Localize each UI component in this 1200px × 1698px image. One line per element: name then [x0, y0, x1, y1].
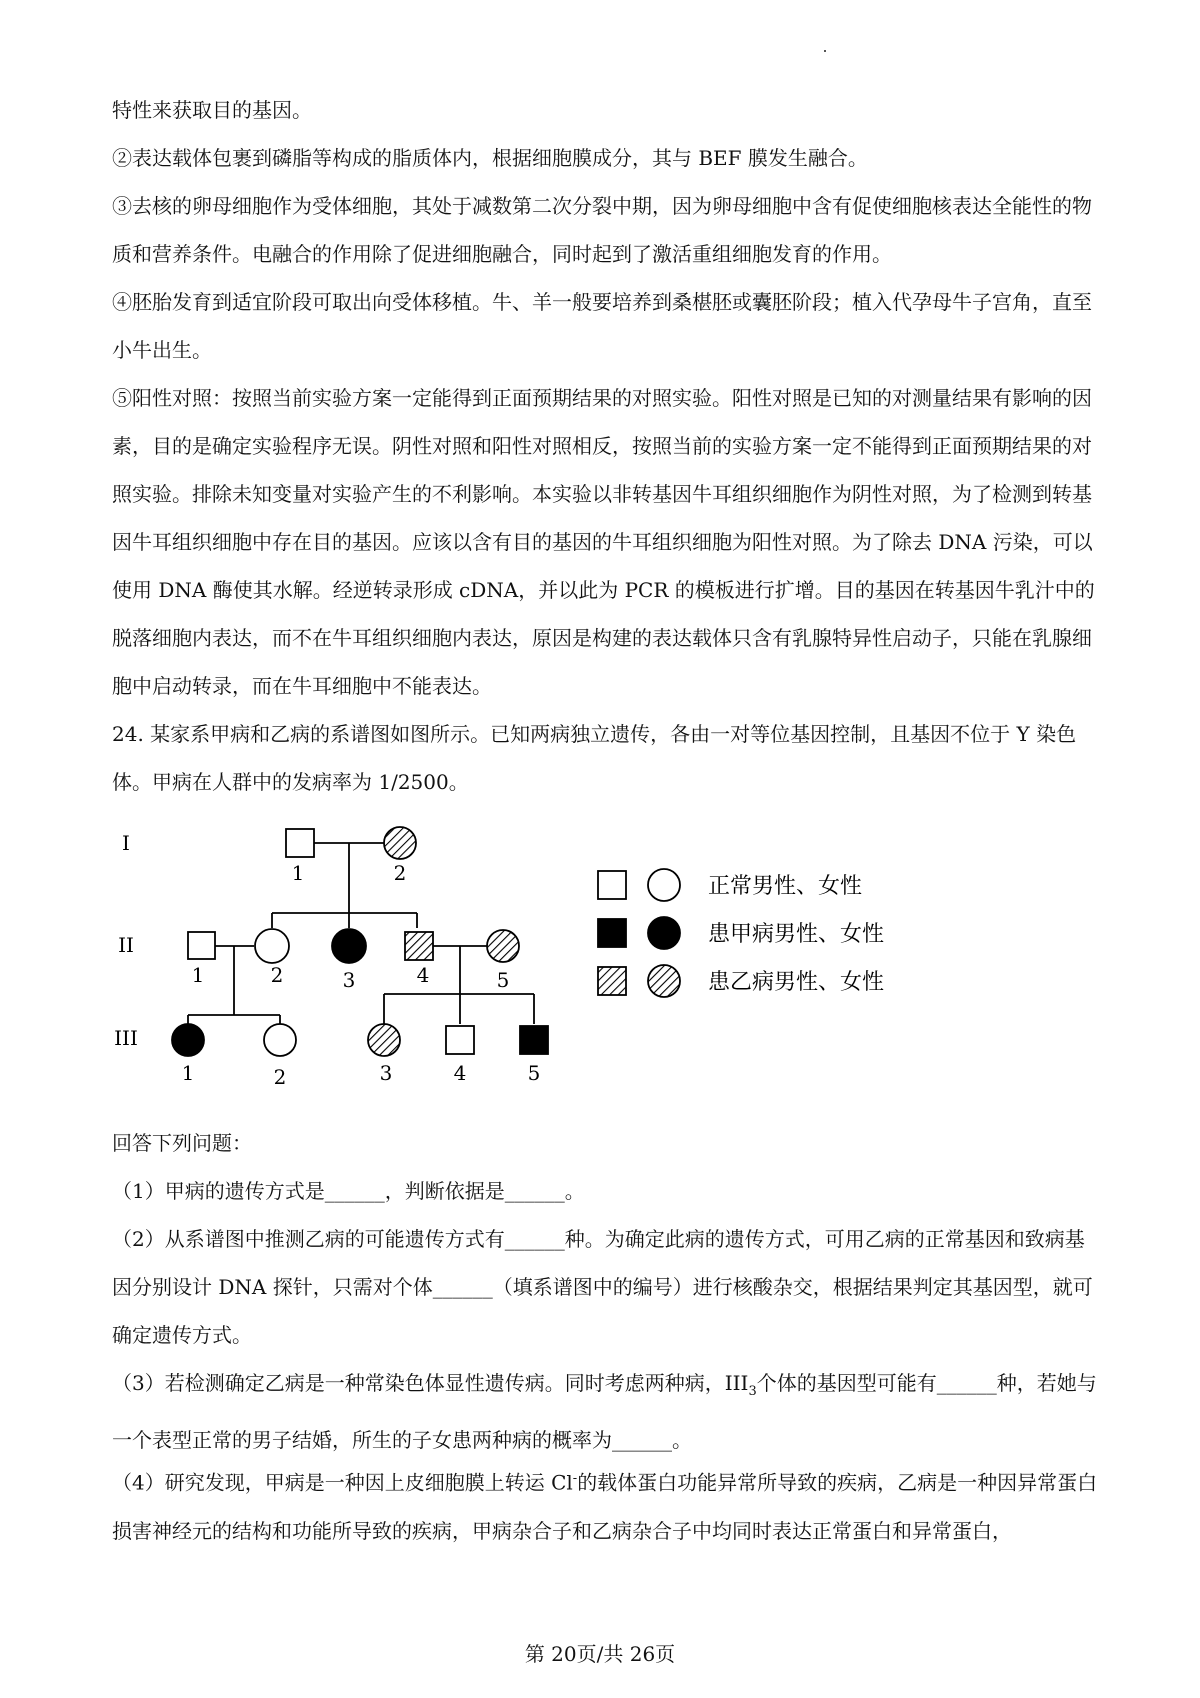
legend-normal-female-symbol — [648, 869, 680, 901]
individual-III-3-disease-B-female — [368, 1024, 400, 1056]
legend-disease-A-male-symbol — [598, 919, 626, 947]
individual-III-2-normal-female — [264, 1024, 296, 1056]
generation-label-III: III — [114, 1026, 138, 1050]
individual-III-4-normal-male — [446, 1026, 474, 1054]
scan-dot — [824, 50, 826, 52]
individual-II-3-disease-A-female — [332, 929, 366, 963]
pedigree-chart — [0, 820, 1200, 1110]
question-3-text-a: （3）若检测确定乙病是一种常染色体显性遗传病。同时考虑两种病，III — [112, 1371, 749, 1395]
number-I-1: 1 — [291, 861, 305, 885]
paragraph-1: 特性来获取目的基因。 — [112, 98, 312, 122]
number-II-5: 5 — [496, 968, 510, 992]
legend-normal-male-symbol — [598, 871, 626, 899]
paragraph-2: ②表达载体包裹到磷脂等构成的脂质体内，根据细胞膜成分，其与 BEF 膜发生融合。 — [112, 146, 868, 170]
legend-disease-B-label: 患乙病男性、女性 — [708, 970, 885, 995]
answer-intro: 回答下列问题： — [112, 1131, 252, 1155]
individual-III-1-disease-A-female — [172, 1024, 204, 1056]
question-24-stem: 24. 某家系甲病和乙病的系谱图如图所示。已知两病独立遗传，各由一对等位基因控制，且基因不位于 Y 染色体。甲病在人群中的发病率为 1/2500。 — [112, 722, 1077, 794]
question-3-subscript: 3 — [748, 1384, 757, 1399]
number-II-3: 3 — [342, 968, 356, 992]
individual-II-5-disease-B-female — [487, 930, 519, 962]
question-4 — [112, 1455, 1102, 1555]
question-4-text-b: 的载体蛋白功能异常所导致的疾病，乙病是一种因异常蛋白损害神经元的结构和功能所导致的疾病，甲病杂合子和乙病杂合子中均同时表达正常蛋白和异常蛋白， — [112, 1470, 1098, 1543]
legend-disease-B-male-symbol — [598, 967, 626, 995]
individual-II-4-disease-B-male — [405, 932, 433, 960]
number-III-1: 1 — [181, 1061, 195, 1085]
individual-II-1-normal-male — [188, 932, 215, 959]
paragraph-4: ④胚胎发育到适宜阶段可取出向受体移植。牛、羊一般要培养到桑椹胚或囊胚阶段；植入代孕母牛子宫角，直至小牛出生。 — [112, 290, 1092, 362]
question-2: （2）从系谱图中推测乙病的可能遗传方式有______种。为确定此病的遗传方式，可用乙病的正常基因和致病基因分别设计 DNA 探针，只需对个体______（填系谱图中的编号）进行核酸杂交，根据结果判定其基因型，就可确定遗传方式。 — [112, 1227, 1093, 1347]
number-I-2: 2 — [393, 861, 407, 885]
legend-disease-B-female-symbol — [648, 965, 680, 997]
number-III-2: 2 — [273, 1065, 287, 1089]
question-4-superscript: - — [572, 1471, 578, 1486]
question-3-text-b: 个体的基因型可能有______种，若她与一个表型正常的男子结婚，所生的子女患两种病的概率为______。 — [112, 1371, 1097, 1452]
page-footer: 第 20页/共 26页 — [524, 1642, 676, 1666]
question-3 — [112, 1359, 1102, 1464]
number-III-4: 4 — [453, 1061, 467, 1085]
generation-label-I: I — [122, 831, 130, 855]
number-II-4: 4 — [416, 963, 430, 987]
pedigree-legend — [598, 869, 884, 997]
individual-II-2-normal-female — [255, 929, 289, 963]
generation-label-II: II — [118, 933, 134, 957]
number-III-3: 3 — [379, 1061, 393, 1085]
individual-III-5-disease-A-male — [520, 1026, 548, 1054]
legend-normal-label: 正常男性、女性 — [708, 874, 863, 899]
legend-disease-A-label: 患甲病男性、女性 — [708, 922, 885, 947]
individual-I-1-normal-male — [286, 829, 314, 857]
legend-disease-A-female-symbol — [648, 917, 680, 949]
number-II-2: 2 — [270, 963, 284, 987]
question-4-text-a: （4）研究发现，甲病是一种因上皮细胞膜上转运 Cl — [112, 1470, 573, 1495]
number-III-5: 5 — [527, 1061, 541, 1085]
paragraph-3: ③去核的卵母细胞作为受体细胞，其处于减数第二次分裂中期，因为卵母细胞中含有促使细胞核表达全能性的物质和营养条件。电融合的作用除了促进细胞融合，同时起到了激活重组细胞发育的作用。 — [112, 194, 1092, 266]
number-II-1: 1 — [191, 963, 205, 987]
question-1: （1）甲病的遗传方式是______，判断依据是______。 — [112, 1179, 585, 1203]
paragraph-5: ⑤阳性对照：按照当前实验方案一定能得到正面预期结果的对照实验。阳性对照是已知的对测量结果有影响的因素，目的是确定实验程序无误。阴性对照和阳性对照相反，按照当前的实验方案一定不能得到正面预期结果的对照实验。排除未知变量对实验产生的不利影响。本实验以非转基因牛耳组织细胞作为阴性对照，为了检测到转基因牛耳组织细胞中存在目的基因。应该以含有目的基因的牛耳组织细胞为阳性对照。为了除去 DNA 污染，可以使用 DNA 酶使其水解。经逆转录形成 cDNA，并以此为 PCR 的模板进行扩增。目的基因在转基因牛乳汁中的脱落细胞内表达，而不在牛耳组织细胞内表达，原因是构建的表达载体只含有乳腺特异性启动子，只能在乳腺细胞中启动转录，而在牛耳细胞中不能表达。 — [112, 386, 1095, 698]
individual-I-2-disease-B-female — [384, 827, 416, 859]
